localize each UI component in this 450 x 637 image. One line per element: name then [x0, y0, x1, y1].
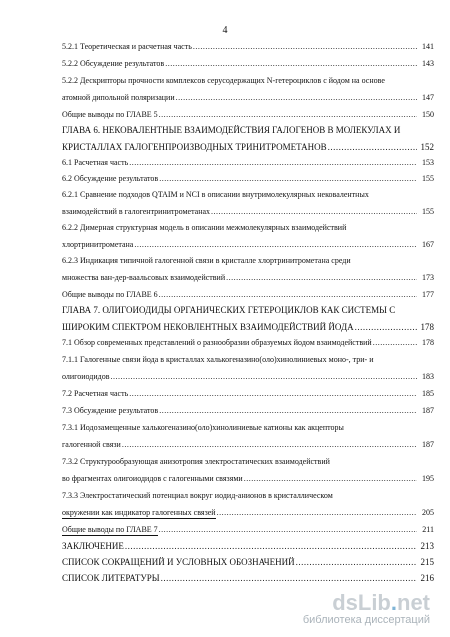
toc-entry-page: 178 [420, 322, 434, 332]
toc-entry-page: 211 [422, 525, 434, 534]
toc-entry-title-line1: 7.3.1 Иодозамещенные халькогеназино(оло)хинолиниевые катионы как акцепторы [62, 423, 344, 432]
toc-entry-page: 185 [422, 389, 434, 398]
toc-entry-page: 216 [420, 573, 434, 583]
toc-entry-title: галогенной связи [62, 440, 121, 449]
dot-leader [355, 322, 417, 332]
toc-entry[interactable] [62, 525, 434, 536]
toc-entry[interactable] [62, 541, 434, 551]
toc-entry-page: 215 [420, 557, 434, 567]
toc-entry[interactable] [62, 573, 434, 583]
toc-entry-title-line1: 7.1.1 Галогенные связи йода в кристаллах халькогеназино(оло)хинолиниевых моно-, три- и [62, 355, 374, 364]
toc-entry-title-line1: ГЛАВА 6. НЕКОВАЛЕНТНЫЕ ВЗАИМОДЕЙСТВИЯ ГАЛОГЕНОВ В МОЛЕКУЛАХ И [62, 125, 401, 135]
toc-entry-title: хлортринитрометана [62, 240, 134, 249]
dot-leader [226, 273, 417, 283]
toc-entry[interactable] [62, 440, 434, 450]
dot-leader [165, 59, 417, 69]
dot-leader [296, 557, 417, 567]
toc-entry-title: олигоиодидов [62, 372, 110, 381]
dot-leader [159, 174, 417, 184]
toc-entry-page: 213 [420, 541, 434, 551]
toc-entry[interactable] [62, 174, 434, 184]
dot-leader [328, 142, 417, 152]
toc-entry-title: взаимодействий в галогентринитрометанах [62, 207, 211, 216]
toc-entry-page: 150 [422, 110, 434, 119]
toc-entry-page: 187 [422, 406, 434, 415]
dslib-logo: dsLib.net [332, 590, 430, 615]
toc-entry-title-line1: 7.3.3 Электростатический потенциал вокруг иодид-анионов в кристаллическом [62, 491, 333, 500]
dot-leader [161, 573, 417, 583]
toc-entry-page: 141 [422, 42, 434, 51]
toc-entry-title: 5.2.2 Обсуждение результатов [62, 59, 165, 68]
toc-entry-title: окружении как индикатор галогенных связей [62, 508, 216, 517]
toc-entry[interactable] [62, 273, 434, 283]
toc-entry-title: Общие выводы по ГЛАВЕ 7 [62, 525, 158, 534]
dot-leader [159, 406, 417, 416]
toc-entry-page: 155 [422, 207, 434, 216]
toc-entry-page: 183 [422, 372, 434, 381]
toc-entry[interactable] [62, 557, 434, 567]
toc-entry-page: 153 [422, 158, 434, 167]
toc-entry-page: 195 [422, 474, 434, 483]
toc-entry[interactable] [62, 290, 434, 300]
toc-entry-title: 7.3 Обсуждение результатов [62, 406, 159, 415]
toc-entry-page: 143 [422, 59, 434, 68]
toc-entry-title-line1: 6.2.2 Димерная структурная модель в описании межмолекулярных взаимодействий [62, 223, 347, 232]
dot-leader [122, 440, 417, 450]
dot-leader [176, 93, 417, 103]
toc-entry-title: во фрагментах олигоиодидов с галогенными связями [62, 474, 243, 483]
toc-entry-title: ШИРОКИМ СПЕКТРОМ НЕКОВЛЕНТНЫХ ВЗАИМОДЕЙСТВИЙ ЙОДА [62, 322, 354, 332]
toc-entry[interactable] [62, 474, 434, 484]
toc-entry[interactable] [62, 59, 434, 69]
dot-leader [193, 42, 417, 52]
toc-entry-title: СПИСОК СОКРАЩЕНИЙ И УСЛОВНЫХ ОБОЗНАЧЕНИЙ [62, 557, 295, 567]
dot-leader [134, 240, 417, 250]
toc-entry[interactable] [62, 240, 434, 250]
toc-entry-page: 155 [422, 174, 434, 183]
toc-entry-title: КРИСТАЛЛАХ ГАЛОГЕНПРОИЗВОДНЫХ ТРИНИТРОМЕТАНОВ [62, 142, 327, 152]
dot-leader [159, 290, 417, 300]
toc-entry[interactable] [62, 322, 434, 332]
toc-entry-title: атомной дипольной поляризации [62, 93, 175, 102]
toc-entry[interactable] [62, 142, 434, 152]
dot-leader [129, 158, 417, 168]
toc-entry-page: 178 [422, 338, 434, 347]
dot-leader [211, 207, 417, 217]
watermark-subtitle: библиотека диссертаций [302, 614, 430, 626]
toc-entry-title-line1: 5.2.2 Дескрипторы прочности комплексов серусодержащих N-гетероциклов с йодом на основе [62, 76, 385, 85]
toc-entry[interactable] [62, 372, 434, 382]
toc-entry-page: 187 [422, 440, 434, 449]
toc-entry[interactable] [62, 158, 434, 168]
toc-entry-page: 205 [422, 508, 434, 517]
toc-entry-title-line1: 7.3.2 Структурообразующая анизотропия электростатических взаимодействий [62, 457, 330, 466]
toc-entry-title: ЗАКЛЮЧЕНИЕ [62, 541, 124, 551]
dot-leader [159, 110, 417, 120]
toc-entry-title-line1: 6.2.3 Индикация типичной галогенной связи в кристалле хлортринитрометана среди [62, 256, 351, 265]
dot-leader [129, 389, 417, 399]
toc-entry[interactable] [62, 110, 434, 120]
dot-leader [217, 508, 417, 518]
toc-entry-title-line1: ГЛАВА 7. ОЛИГОИОДИДЫ ОРГАНИЧЕСКИХ ГЕТЕРОЦИКЛОВ КАК СИСТЕМЫ С [62, 305, 396, 315]
toc-entry[interactable] [62, 42, 434, 52]
toc-entry-title: Общие выводы по ГЛАВЕ 5 [62, 110, 158, 119]
toc-entry-title: СПИСОК ЛИТЕРАТУРЫ [62, 573, 160, 583]
toc-entry-title: 6.1 Расчетная часть [62, 158, 129, 167]
toc-entry[interactable] [62, 406, 434, 416]
toc-entry[interactable] [62, 93, 434, 103]
toc-entry-page: 167 [422, 240, 434, 249]
page-number: 4 [222, 25, 228, 36]
dot-leader [244, 474, 417, 484]
toc-entry-title: 5.2.1 Теоретическая и расчетная часть [62, 42, 192, 51]
toc-entry-page: 147 [422, 93, 434, 102]
toc-entry-title: множества ван-дер-ваальсовых взаимодействий [62, 273, 226, 282]
toc-entry-title-line1: 6.2.1 Сравнение подходов QTAIM и NCI в описании внутримолекулярных нековалентных [62, 190, 369, 199]
toc-entry-page: 177 [422, 290, 434, 299]
toc-entry-title: 7.2 Расчетная часть [62, 389, 129, 398]
toc-entry[interactable] [62, 389, 434, 399]
dot-leader [125, 541, 417, 551]
dslib-watermark [303, 592, 430, 627]
toc-entry-title: 6.2 Обсуждение результатов [62, 174, 159, 183]
toc-entry[interactable] [62, 338, 434, 348]
toc-entry-title: 7.1 Обзор современных представлений о разнообразии образуемых йодом взаимодействий [62, 338, 372, 347]
toc-entry[interactable] [62, 508, 434, 519]
toc-entry-page: 173 [422, 273, 434, 282]
dot-leader [373, 338, 417, 348]
dot-leader [159, 525, 417, 535]
toc-entry-page: 152 [420, 142, 434, 152]
toc-entry-title: Общие выводы по ГЛАВЕ 6 [62, 290, 158, 299]
toc-entry[interactable] [62, 207, 434, 217]
dot-leader [111, 372, 418, 382]
